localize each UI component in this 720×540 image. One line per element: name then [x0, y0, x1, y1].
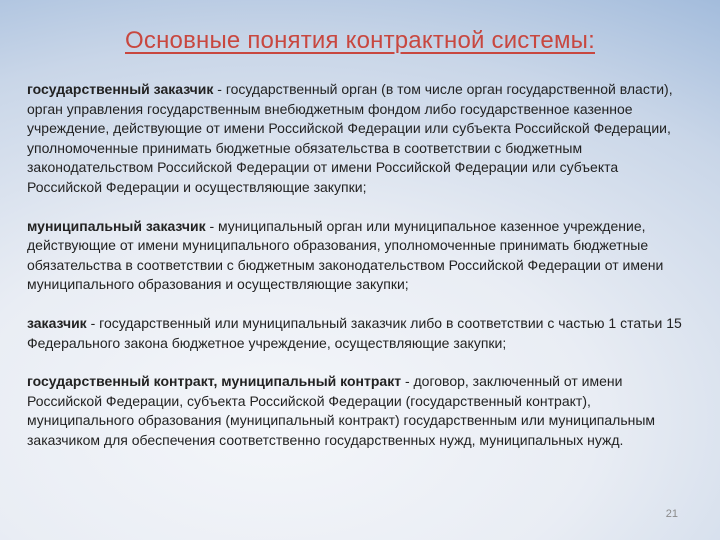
definition-state-customer: [27, 80, 693, 198]
definition-term: государственный контракт, муниципальный контракт: [27, 373, 402, 390]
definition-customer: [27, 314, 693, 353]
definition-text: - государственный орган (в том числе орган государственной власти), орган управления государственным внебюджетным фондом либо государственное казенное учреждение, действующие от имени Российской Федерации или субъекта Российской Федерации, уполномоченные принимать бюджетные обязательства в соответствии с бюджетным законодательством Российской Федерации от имени Российской Федерации или субъекта Российской Федерации и осуществляющие закупки;: [27, 81, 673, 195]
definition-text: - государственный или муниципальный заказчик либо в соответствии с частью 1 статьи 15 Федерального закона бюджетное учреждение, осуществляющие закупки;: [27, 314, 682, 351]
definition-text: - муниципальный орган или муниципальное казенное учреждение, действующие от имени муниципального образования, уполномоченные принимать бюджетные обязательства в соответствии с бюджетным законодательством Российской Федерации от имени муниципального образования и осуществляющие закупки;: [27, 217, 664, 293]
page-number: 21: [665, 508, 678, 520]
definition-contract: [27, 372, 693, 450]
definition-text: - договор, заключенный от имени Российской Федерации, субъекта Российской Федерации (государственный контракт), муниципального образования (муниципальный контракт) государственным или муниципальным заказчиком для обеспечения соответственно государственных нужд, муниципальных нужд.: [27, 373, 656, 448]
definition-municipal-customer: [27, 217, 693, 295]
definition-term: муниципальный заказчик: [27, 217, 206, 234]
slide-title: Основные понятия контрактной системы:: [125, 27, 595, 54]
definitions-list: [27, 80, 693, 470]
definition-term: государственный заказчик: [27, 81, 214, 97]
definition-term: заказчик: [27, 314, 87, 331]
